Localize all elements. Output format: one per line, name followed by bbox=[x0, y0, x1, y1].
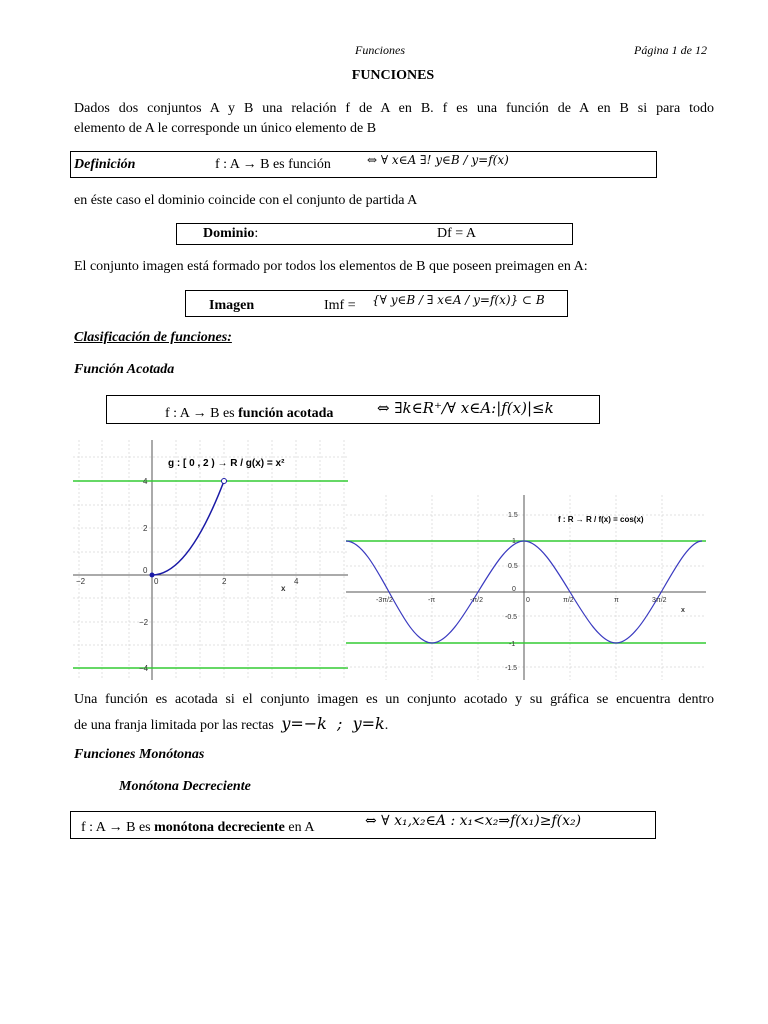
graph2-title: f : R → R / f(x) = cos(x) bbox=[558, 515, 644, 524]
dominio-label: Dominio bbox=[203, 226, 255, 241]
imagen-text: Imf = bbox=[324, 298, 356, 313]
graph1-x-tick: 2 bbox=[222, 577, 227, 586]
dominio-intro: en éste caso el dominio coincide con el conjunto de partida A bbox=[74, 193, 418, 208]
acotada-box bbox=[106, 395, 600, 424]
graph1-y-tick: 0 bbox=[143, 566, 148, 575]
graph1-x-label: x bbox=[281, 584, 286, 593]
imagen-box bbox=[185, 290, 568, 317]
graph2-x-tick: 0 bbox=[526, 597, 530, 604]
dominio-formula: Df = A bbox=[437, 226, 477, 241]
graph2-y-tick: -1 bbox=[509, 641, 516, 648]
graph2-grid bbox=[346, 495, 706, 680]
graph2-x-tick: -π bbox=[428, 597, 436, 604]
page-title: FUNCIONES bbox=[351, 68, 435, 83]
graph2-x-tick: π/2 bbox=[563, 597, 574, 604]
graph2-y-tick: 1.5 bbox=[508, 512, 518, 519]
decreciente-text-plain: f : A → B es bbox=[81, 820, 151, 835]
imagen-formula: {∀ y∈B / ∃ x∈A / y=f(x)} ⊂ B bbox=[372, 293, 545, 307]
monotonas-heading: Funciones Monótonas bbox=[74, 747, 205, 762]
imagen-label: Imagen bbox=[209, 298, 255, 313]
acotada-heading: Función Acotada bbox=[74, 362, 175, 377]
graph1-grid bbox=[73, 440, 348, 680]
clasificacion-heading: Clasificación de funciones: bbox=[74, 330, 232, 345]
imagen-intro: El conjunto imagen está formado por todos los elementos de B que poseen preimagen en A: bbox=[74, 259, 588, 274]
graph-cosine bbox=[346, 495, 706, 680]
definition-label: Definición bbox=[74, 157, 136, 172]
graph2-x-tick: π bbox=[614, 597, 619, 604]
decreciente-text-bold: monótona decreciente bbox=[154, 820, 285, 835]
acotada-text-end: . bbox=[384, 718, 389, 733]
intro-line-2: elemento de A le corresponde un único elemento de B bbox=[74, 121, 377, 136]
acotada-text-formula: y=−k ; y=k bbox=[281, 714, 385, 733]
acotada-box-text bbox=[165, 406, 333, 422]
decreciente-formula: ⇔ ∀ x₁,x₂∈A : x₁<x₂⇒f(x₁)≥f(x₂) bbox=[365, 813, 582, 829]
acotada-text-bold: función acotada bbox=[238, 406, 334, 421]
graph2-x-tick: -π/2 bbox=[470, 597, 483, 604]
graph1-y-tick: −2 bbox=[139, 618, 149, 627]
acotada-formula: ⇔ ∃k∈R⁺/∀ x∈A:|f(x)|≤k bbox=[377, 399, 554, 417]
decreciente-box bbox=[70, 811, 656, 839]
graph1-y-tick: 2 bbox=[143, 524, 148, 533]
graph2-y-tick: -0.5 bbox=[505, 614, 518, 621]
header-page-number: Página 1 de 12 bbox=[634, 43, 707, 57]
graph1-x-tick: 0 bbox=[154, 577, 159, 586]
graph2-x-tick: -3π/2 bbox=[376, 597, 393, 604]
graph2-y-tick: 1 bbox=[512, 538, 516, 545]
graph1-y-tick: 4 bbox=[143, 477, 148, 486]
decreciente-box-text bbox=[81, 820, 314, 836]
definition-formula: ⇔ ∀ x∈A ∃! y∈B / y=f(x) bbox=[367, 153, 509, 167]
graph2-y-tick: 0 bbox=[512, 586, 516, 593]
graph1-end-point bbox=[222, 479, 227, 484]
intro-line-1: Dados dos conjuntos A y B una relación f de A en B. f es una función de A en B si para todo bbox=[74, 101, 714, 116]
acotada-text-prefix: de una franja limitada por las rectas bbox=[74, 718, 274, 733]
graph2-y-tick: 0.5 bbox=[508, 563, 518, 570]
graph2-y-tick: -1.5 bbox=[505, 665, 518, 672]
acotada-text-line-1: Una función es acotada si el conjunto imagen es un conjunto acotado y su gráfica se encuentra dentro bbox=[74, 692, 714, 707]
graph1-title: g : [ 0 , 2 ) → R / g(x) = x² bbox=[168, 458, 285, 469]
graph-parabola bbox=[73, 440, 348, 680]
definition-box bbox=[70, 151, 657, 178]
acotada-text-line-2 bbox=[74, 714, 388, 736]
decreciente-heading: Monótona Decreciente bbox=[119, 779, 251, 794]
acotada-text-plain: f : A → B es bbox=[165, 406, 235, 421]
graph2-x-label: x bbox=[681, 607, 685, 614]
definition-text: f : A → B es función bbox=[215, 157, 331, 172]
graph1-x-tick: −2 bbox=[76, 577, 86, 586]
graph2-x-tick: 3π/2 bbox=[652, 597, 667, 604]
graph1-y-tick: −4 bbox=[139, 664, 149, 673]
dominio-colon: : bbox=[254, 226, 259, 241]
decreciente-text-end: en A bbox=[288, 820, 315, 835]
graph1-x-tick: 4 bbox=[294, 577, 299, 586]
header-title: Funciones bbox=[355, 43, 405, 57]
dominio-label-wrap bbox=[203, 226, 258, 242]
dominio-box bbox=[176, 223, 573, 245]
